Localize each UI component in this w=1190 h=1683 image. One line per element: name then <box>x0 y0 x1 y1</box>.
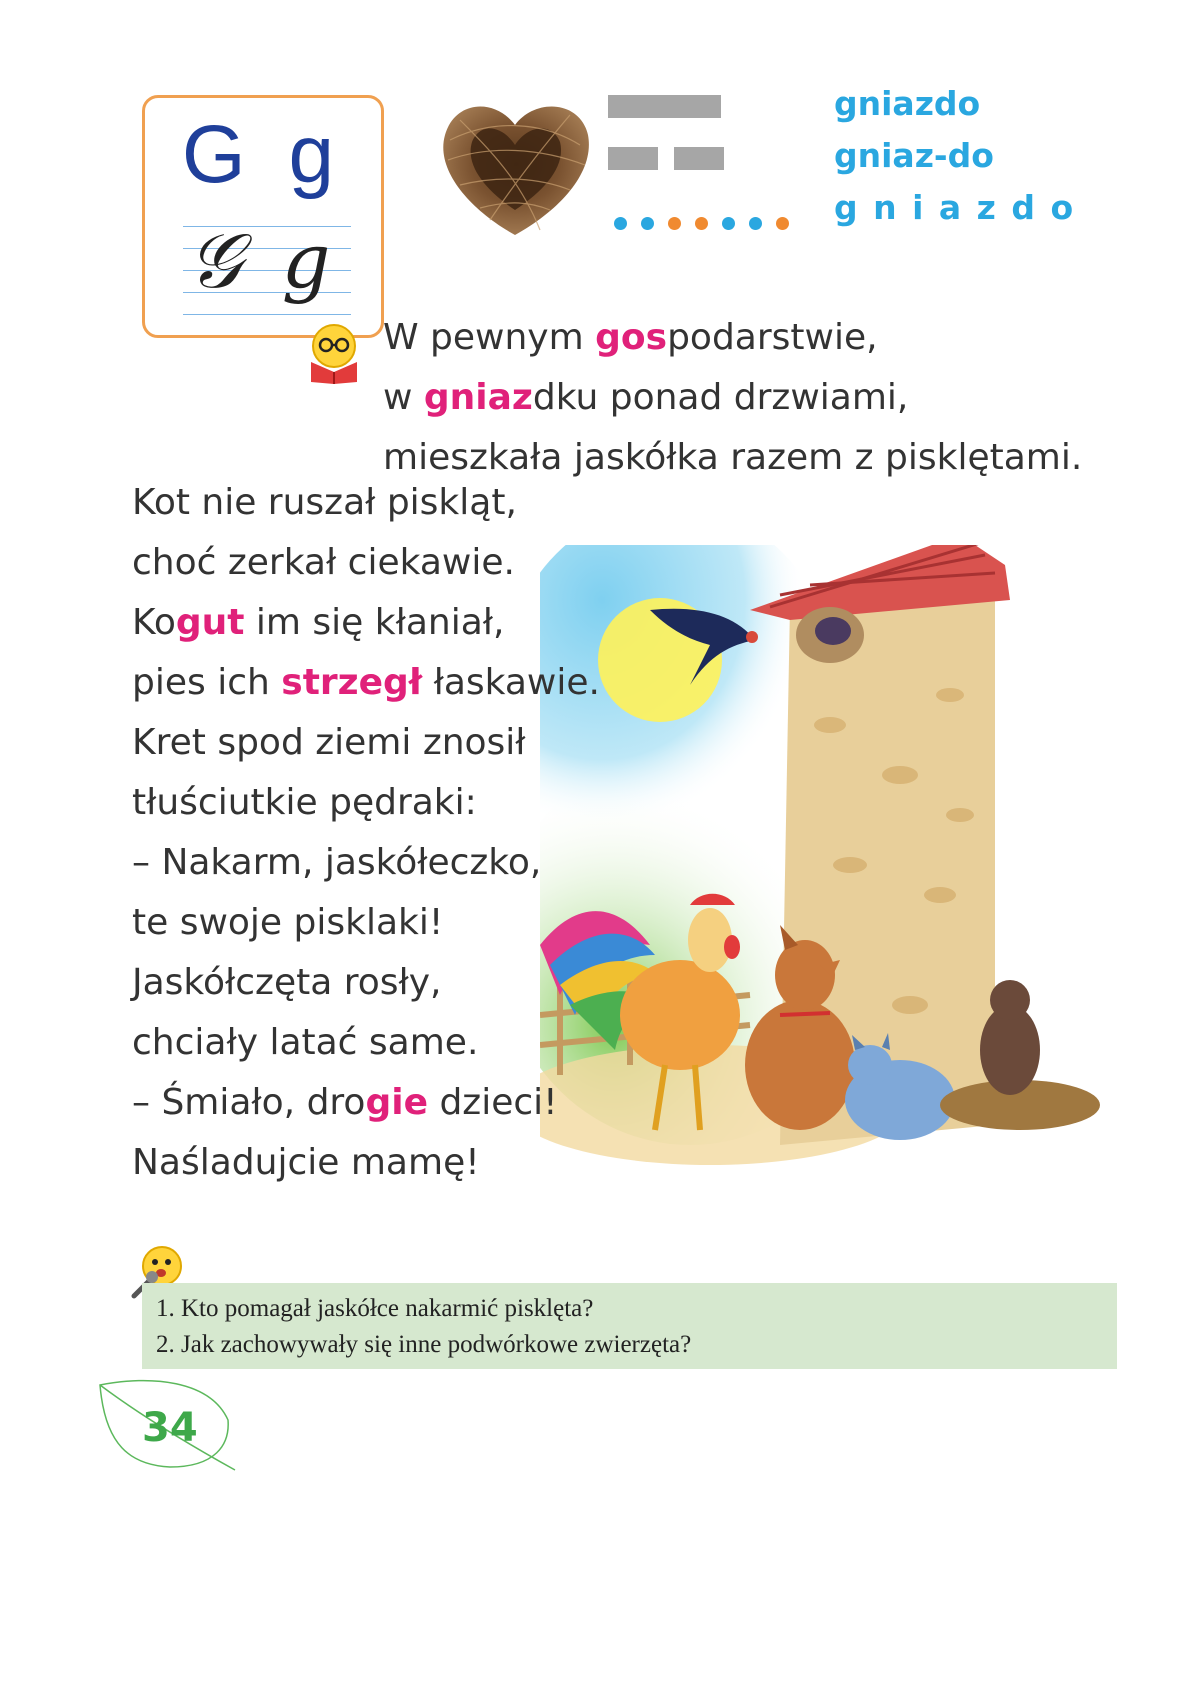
poem-line-text: Ko <box>132 602 176 643</box>
poem-line-text: pies ich <box>132 662 282 703</box>
poem-line-text: – Nakarm, jaskółeczko, <box>132 842 542 883</box>
poem-highlight: strzegł <box>281 662 423 703</box>
poem-line <box>132 1073 600 1133</box>
letter-dot <box>776 217 789 230</box>
poem-line <box>132 1133 600 1193</box>
poem-line-text: chciały latać same. <box>132 1022 479 1063</box>
poem-line-text: dzieci! <box>428 1082 558 1123</box>
question-2: 2. Jak zachowywały się inne podwórkowe zwierzęta? <box>156 1331 692 1358</box>
intro-highlight: gos <box>595 317 668 358</box>
word-whole: gniazdo <box>834 84 981 123</box>
intro-line-text: mieszkała jaskółka razem z pisklętami. <box>383 437 1083 478</box>
cursive-letters: 𝒢 g <box>187 216 339 305</box>
whole-word-bar <box>608 95 721 118</box>
poem-highlight: gut <box>175 602 245 643</box>
letter-dot <box>695 217 708 230</box>
intro-line-text: W pewnym <box>383 317 596 358</box>
farm-illustration <box>540 545 1140 1235</box>
poem-line <box>132 1013 600 1073</box>
intro-line <box>383 368 1082 428</box>
intro-highlight: gniaz <box>423 377 533 418</box>
intro-text <box>383 308 1082 488</box>
poem-text <box>132 473 600 1193</box>
poem-line <box>132 893 600 953</box>
poem-line <box>132 833 600 893</box>
nest-image <box>430 90 600 240</box>
intro-line-text: w <box>383 377 424 418</box>
poem-line <box>132 593 600 653</box>
poem-line-text: łaskawie. <box>422 662 600 703</box>
letter-dot <box>668 217 681 230</box>
poem-line <box>132 653 600 713</box>
poem-line-text: Naśladujcie mamę! <box>132 1142 480 1183</box>
poem-line-text: Kret spod ziemi znosił <box>132 722 526 763</box>
poem-line <box>132 773 600 833</box>
letter-dot <box>614 217 627 230</box>
poem-line <box>132 473 600 533</box>
intro-line <box>383 308 1082 368</box>
question-1: 1. Kto pomagał jaskółce nakarmić pisklęta? <box>156 1295 594 1322</box>
syllable-bar-1 <box>608 147 658 170</box>
poem-line-text: tłuściutkie pędraki: <box>132 782 477 823</box>
page-number: 34 <box>142 1405 198 1451</box>
letter-dot <box>641 217 654 230</box>
letter-dot <box>722 217 735 230</box>
poem-line-text: Kot nie ruszał piskląt, <box>132 482 517 523</box>
print-letters: G g <box>181 109 345 200</box>
syllable-bar-2 <box>674 147 724 170</box>
letter-card <box>142 95 384 338</box>
poem-line <box>132 533 600 593</box>
intro-line-text: dku ponad drzwiami, <box>532 377 909 418</box>
poem-line-text: Jaskółczęta rosły, <box>132 962 442 1003</box>
poem-highlight: gie <box>365 1082 428 1123</box>
word-syllables: gniaz-do <box>834 136 994 175</box>
questions-box <box>142 1283 1117 1369</box>
word-letters: g n i a z d o <box>834 188 1076 227</box>
poem-line-text: choć zerkał ciekawie. <box>132 542 515 583</box>
poem-line <box>132 713 600 773</box>
poem-line-text: im się kłaniał, <box>244 602 505 643</box>
reading-smiley-icon <box>305 322 363 384</box>
poem-line-text: – Śmiało, dro <box>132 1082 366 1123</box>
letter-dot <box>749 217 762 230</box>
poem-line <box>132 953 600 1013</box>
intro-line-text: podarstwie, <box>667 317 878 358</box>
poem-line-text: te swoje pisklaki! <box>132 902 444 943</box>
